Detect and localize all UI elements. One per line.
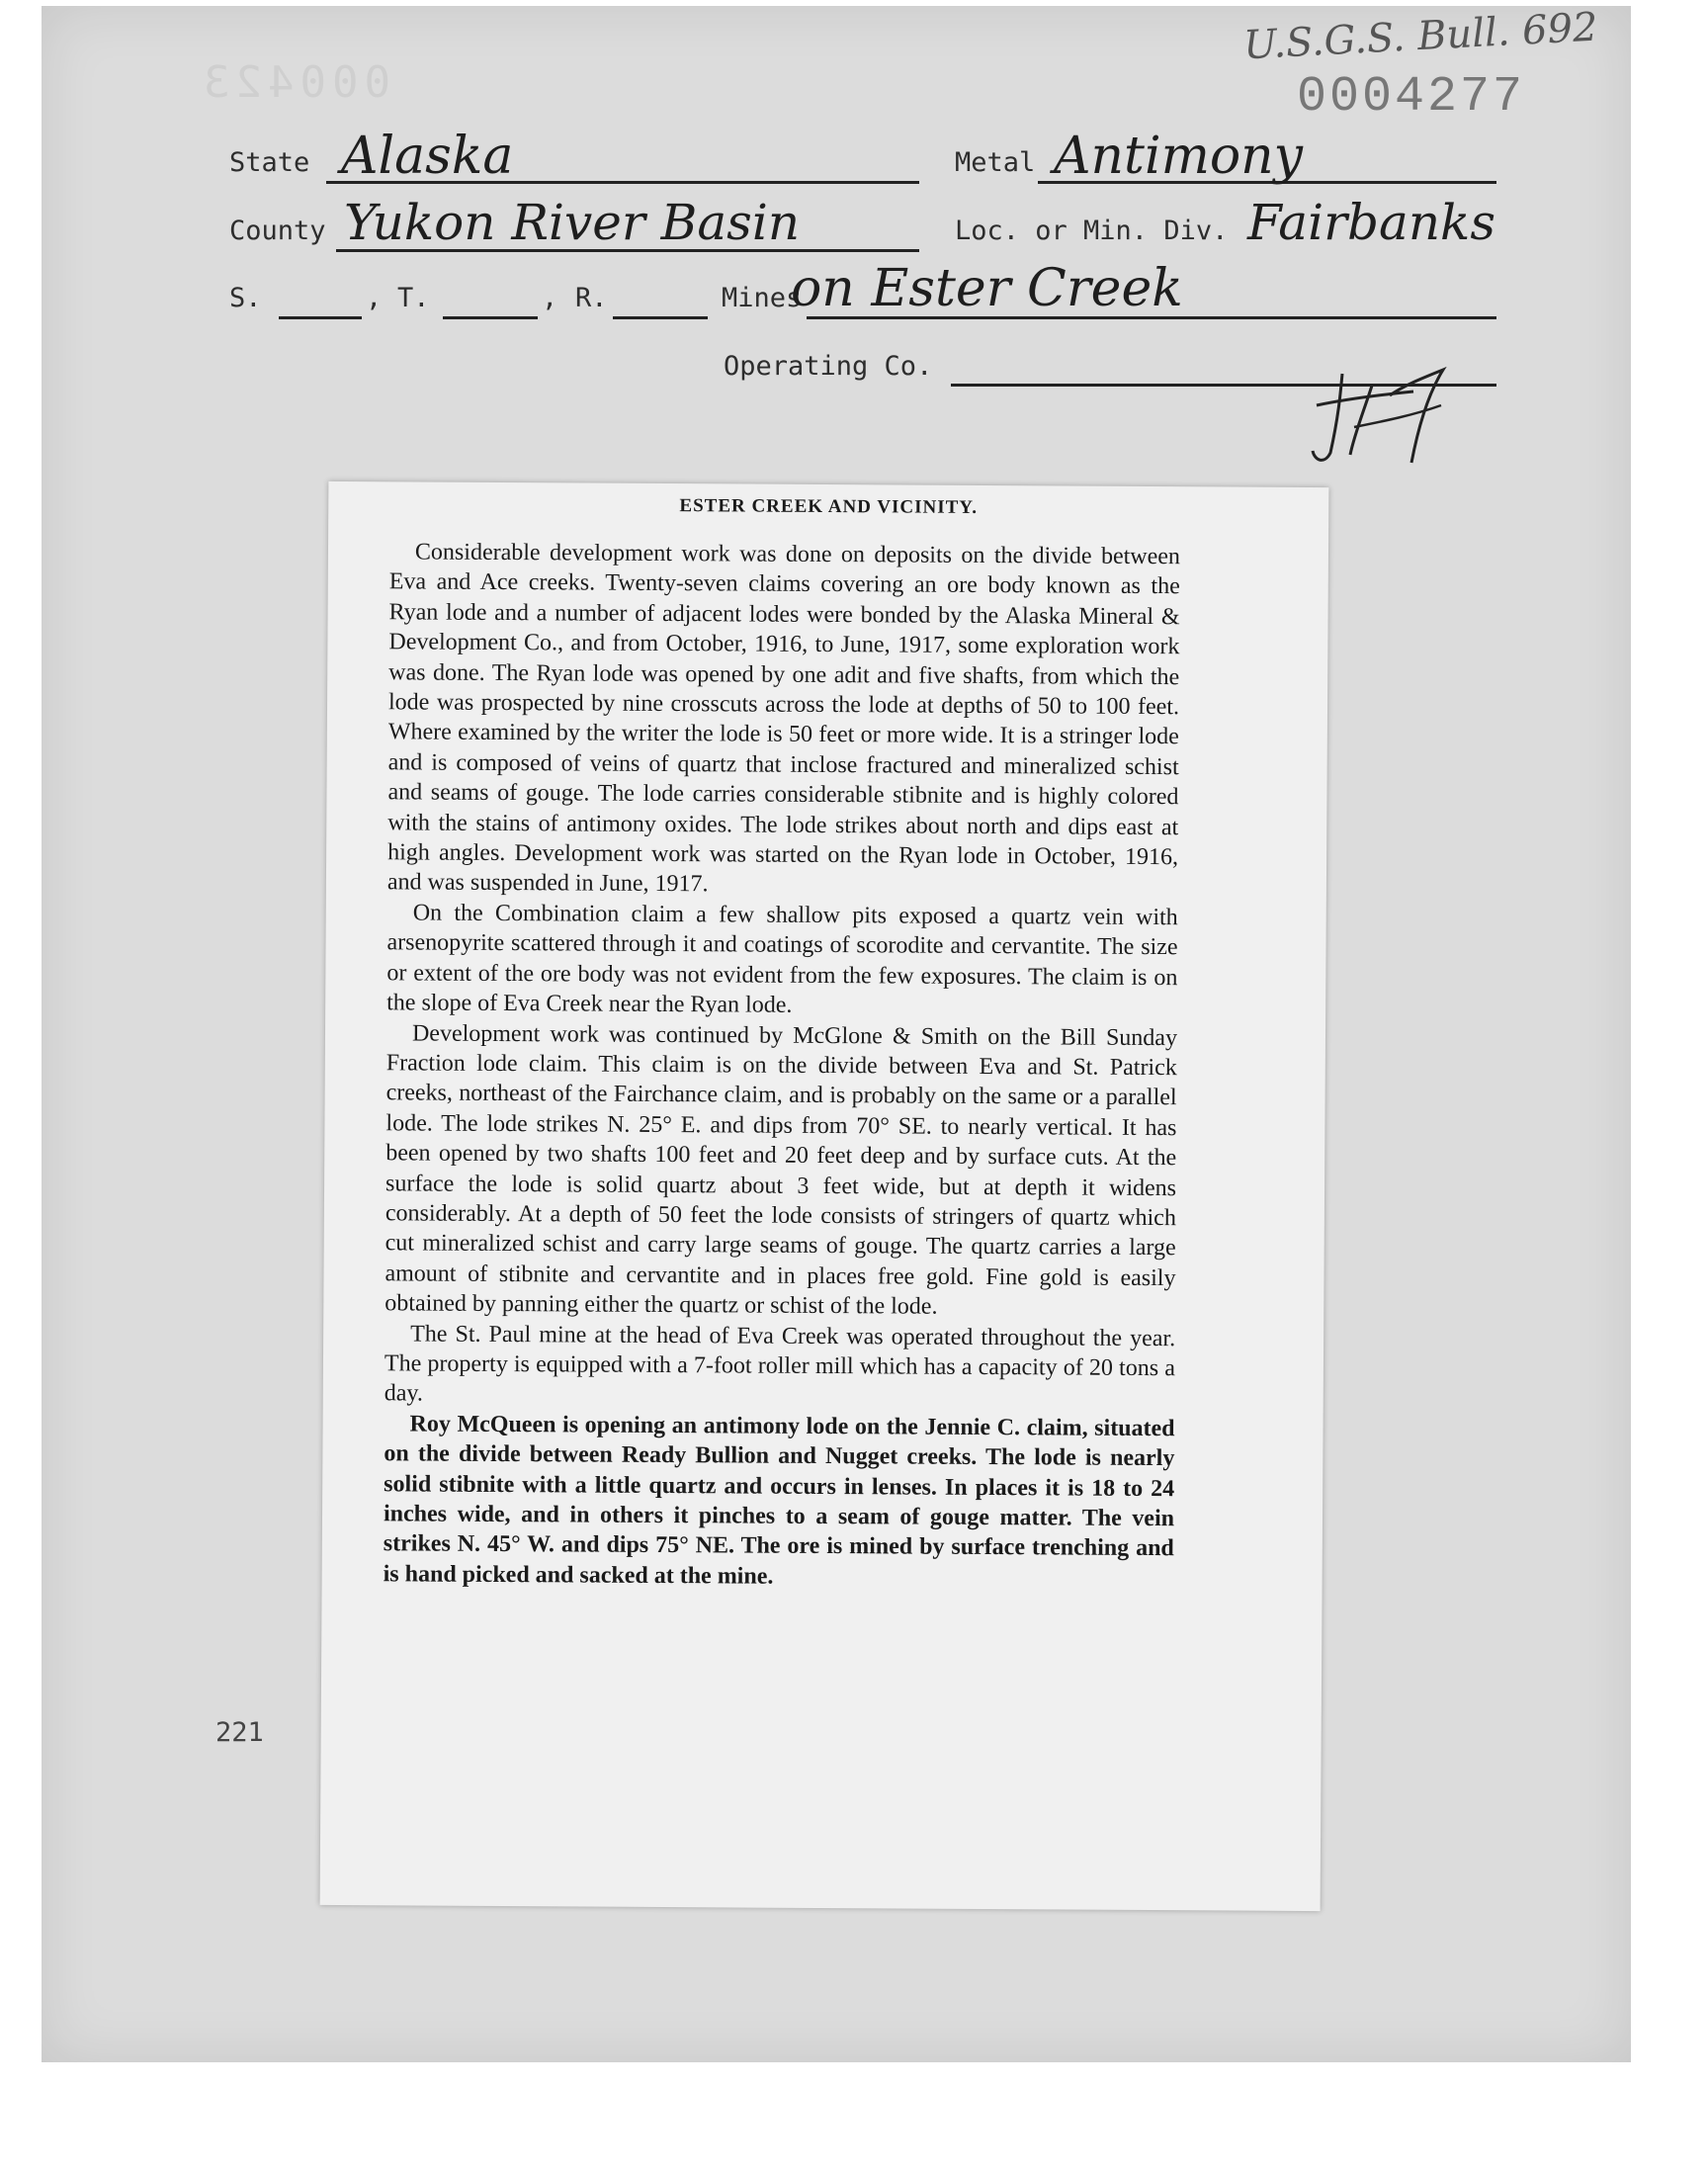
reference-note: U.S.G.S. Bull. 692: [1242, 4, 1599, 69]
paragraph: Roy McQueen is opening an antimony lode on the Jennie C. claim, situated on the divide between Ready Bullion and Nugget creeks. The lode is nearly solid stibnite with a little quartz and occurs in lenses. In places it is 18 to 24 inches wide, and in others it pinches to a seam of gouge matter. The vein strikes N. 45° W. and dips 75° NE. The ore is mined by surface trenching and is hand picked and sacked at the mine.: [383, 1411, 1175, 1590]
county-value: Yukon River Basin: [344, 194, 801, 251]
township-line: [443, 316, 538, 319]
county-label: County: [229, 216, 326, 246]
metal-label: Metal: [955, 147, 1036, 178]
metal-value: Antimony: [1054, 127, 1304, 186]
range-label: R.: [575, 283, 608, 313]
loc-label: Loc. or Min. Div.: [955, 216, 1229, 246]
initials-signature: [1295, 356, 1473, 475]
state-value: Alaska: [341, 127, 514, 186]
bleed-through-number: 000423: [198, 57, 390, 108]
report-clipping: [320, 481, 1329, 1911]
loc-value: Fairbanks: [1247, 194, 1495, 251]
paragraph: The St. Paul mine at the head of Eva Creek was operated throughout the year. The property is equipped with a 7-foot roller mill which has a capacity of 20 tons a day.: [384, 1321, 1176, 1407]
document-number: 0004277: [1297, 69, 1526, 126]
township-label: T.: [397, 283, 430, 313]
page-number: 221: [215, 1717, 264, 1748]
clipping-body: [384, 537, 1180, 1594]
paragraph: On the Combination claim a few shallow pits exposed a quartz vein with arsenopyrite scattered through it and coatings of scorodite and cervantite. The size or extent of the ore body was not evident from the few exposures. The claim is on the slope of Eva Creek near the Ryan lode.: [386, 900, 1178, 1018]
operating-co-label: Operating Co.: [724, 351, 933, 382]
paragraph: Considerable development work was done on deposits on the divide between Eva and Ace creeks. Twenty-seven claims covering an ore body known as the Ryan lode and a number of adjacent lodes were bonded by the Alaska Mineral & Development Co., and from October, 1916, to June, 1917, some exploration work was done. The Ryan lode was opened by one adit and five shafts, from which the lode was prospected by nine crosscuts across the lode at depths of 50 to 100 feet. Where examined by the writer the lode is 50 feet or more wide. It is a stringer lode and is composed of veins of quartz that inclose fractured and mineralized schist and seams of gouge. The lode carries considerable stibnite and is highly colored with the stains of antimony oxides. The lode strikes about north and dips east at high angles. Development work was started on the Ryan lode in October, 1916, and was suspended in June, 1917.: [386, 539, 1181, 898]
range-line: [613, 316, 708, 319]
mines-label: Mines: [722, 283, 803, 313]
section-label: S.: [229, 283, 262, 313]
state-label: State: [229, 147, 310, 178]
clipping-title: ESTER CREEK AND VICINITY.: [679, 495, 979, 518]
mines-value: on Ester Creek: [791, 259, 1183, 318]
paragraph: Development work was continued by McGlone & Smith on the Bill Sunday Fraction lode claim. This claim is on the divide between Eva and St. Patrick creeks, northeast of the Fairchance claim, and is probably on the same or a parallel lode. The lode strikes N. 25° E. and dips from 70° SE. to nearly vertical. It has been opened by two shafts 100 feet and 20 feet deep and by surface cuts. At the surface the lode is solid quartz about 3 feet wide, but at depth it widens considerably. At a depth of 50 feet the lode consists of stringers of quartz which cut mineralized schist and carry large seams of gouge. The quartz carries a large amount of stibnite and cervantite and in places free gold. Fine gold is easily obtained by panning either the quartz or schist of the lode.: [384, 1019, 1178, 1320]
section-line: [279, 316, 362, 319]
